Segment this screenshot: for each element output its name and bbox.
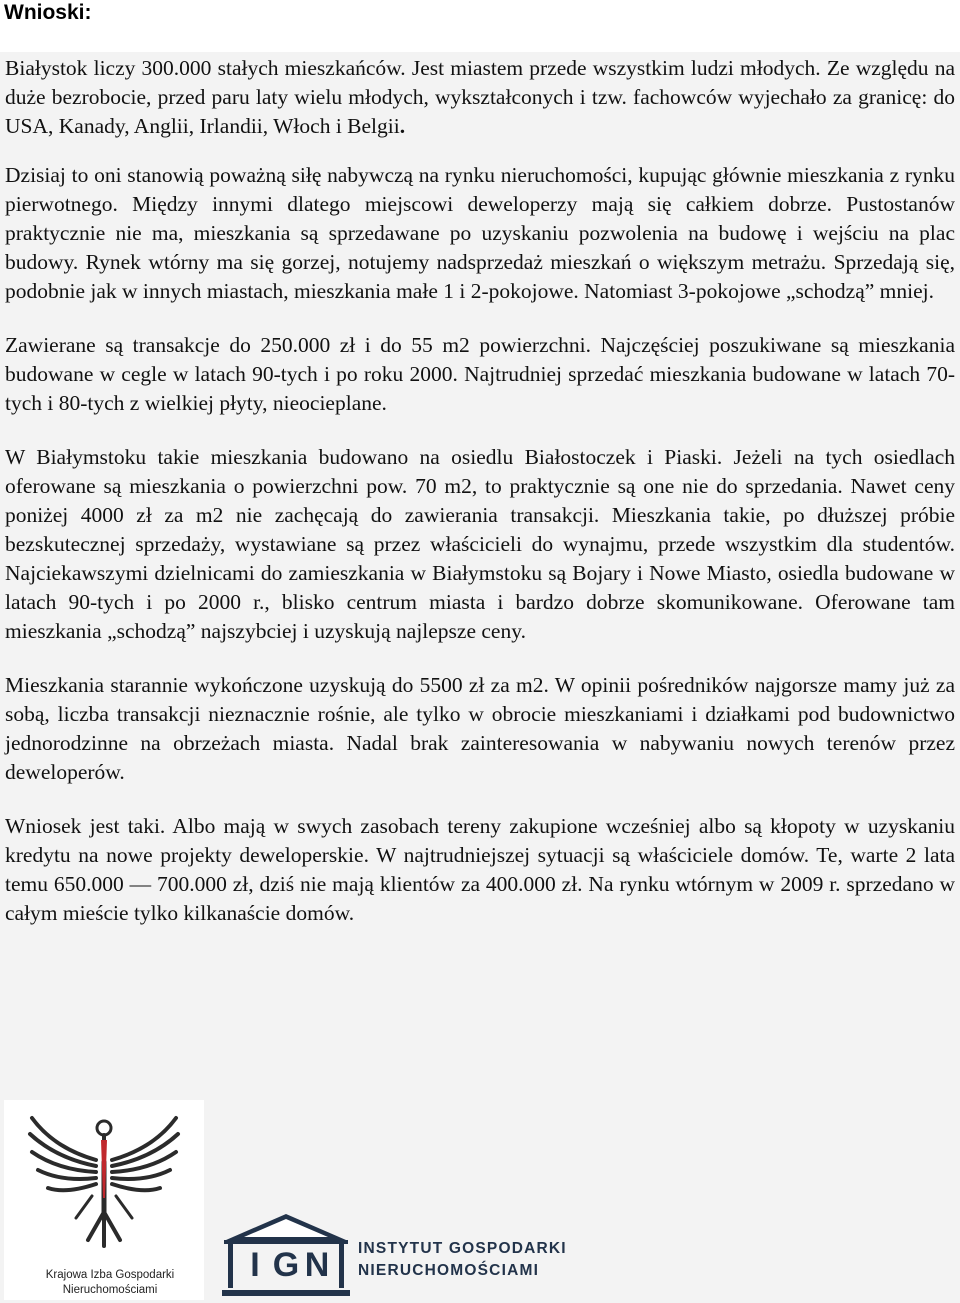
ign-logo	[220, 1210, 580, 1300]
kig-logo	[4, 1100, 204, 1300]
kig-caption-line-1: Krajowa Izba Gospodarki	[45, 1269, 175, 1281]
paragraph-6: Wniosek jest taki. Albo mają w swych zasobach tereny zakupione wcześniej albo są kłopoty w uzyskaniu kredytu na nowe projekty deweloperskie. W najtrudniejszej sytuacji są właściciele domów. Te, warte 2 lata temu 650.000 — 700.000 zł, dziś nie mają klientów za 400.000 zł. Na rynku wtórnym w 2009 r. sprzedano w całym mieście tylko kilkanaście domów.	[5, 814, 955, 925]
paragraph-3: Zawierane są transakcje do 250.000 zł i do 55 m2 powierzchni. Najczęściej poszukiwane są mieszkania budowane w cegle w latach 90-tych i po roku 2000. Najtrudniej sprzedać mieszkania budowane w latach 70-tych i 80-tych z wielkiej płyty, nieocieplane.	[5, 333, 955, 415]
document-text	[5, 54, 955, 953]
paragraph-1	[5, 54, 955, 141]
eagle-icon	[4, 1100, 204, 1270]
paragraph-2: Dzisiaj to oni stanowią poważną siłę nabywczą na rynku nieruchomości, kupując głównie mieszkania z rynku pierwotnego. Między innymi dlatego miejscowi deweloperzy mają się całkiem dobrze. Pustostanów praktycznie nie ma, mieszkania są sprzedawane po uzyskaniu pozwolenia na budowę i wejściu na plac budowy. Rynek wtórny ma się gorzej, notujemy nadsprzedaż mieszkań o większym metrażu. Sprzedają się, podobnie jak w innych miastach, mieszkania małe 1 i 2-pokojowe. Natomiast 3-pokojowe „schodzą” mniej.	[5, 163, 955, 303]
kig-caption-line-2: Nieruchomościami	[62, 1284, 158, 1296]
header-band	[0, 0, 960, 52]
ign-letter-g: G	[272, 1246, 300, 1284]
ign-letter-n: N	[304, 1246, 330, 1284]
ign-name-line-1: INSTYTUT GOSPODARKI	[358, 1240, 567, 1257]
paragraph-1-bold-period: .	[399, 114, 406, 138]
ign-letter-i: I	[250, 1246, 260, 1284]
paragraph-4: W Białymstoku takie mieszkania budowano na osiedlu Białostoczek i Piaski. Jeżeli na tych osiedlach oferowane są mieszkania o powierzchni pow. 70 m2, to praktycznie są one nie do sprzedania. Nawet ceny poniżej 4000 zł za m2 nie zachęcają do zawierania transakcji. Mieszkania takie, po dłuższej próbie bezskutecznej sprzedaży, wystawiane są przez właścicieli do wynajmu, przede wszystkim dla studentów. Najciekawszymi dzielnicami do zamieszkania w Białymstoku są Bojary i Nowe Miasto, osiedla budowane w latach 90-tych i po 2000 r., blisko centrum miasta i bardzo dobrze skomunikowane. Oferowane tam mieszkania „schodzą” najszybciej i uzyskują najlepsze ceny.	[5, 445, 955, 643]
ign-name-line-2: NIERUCHOMOŚCIAMI	[358, 1262, 540, 1279]
paragraph-5: Mieszkania starannie wykończone uzyskują do 5500 zł za m2. W opinii pośredników najgorsze mamy już za sobą, liczba transakcji nieznacznie rośnie, ale tylko w obrocie mieszkaniami i działkami pod budownictwo jednorodzinne na obrzeżach miasta. Nadal brak zainteresowania w nabywaniu nowych terenów przez deweloperów.	[5, 673, 955, 784]
page-heading: Wnioski:	[4, 1, 92, 24]
paragraph-1-text: Białystok liczy 300.000 stałych mieszkańców. Jest miastem przede wszystkim ludzi młodych. Ze względu na duże bezrobocie, przed paru laty wielu młodych, wykształconych i tzw. fachowców wyjechało za granicę: do USA, Kanady, Anglii, Irlandii, Włoch i Belgii	[5, 56, 955, 138]
